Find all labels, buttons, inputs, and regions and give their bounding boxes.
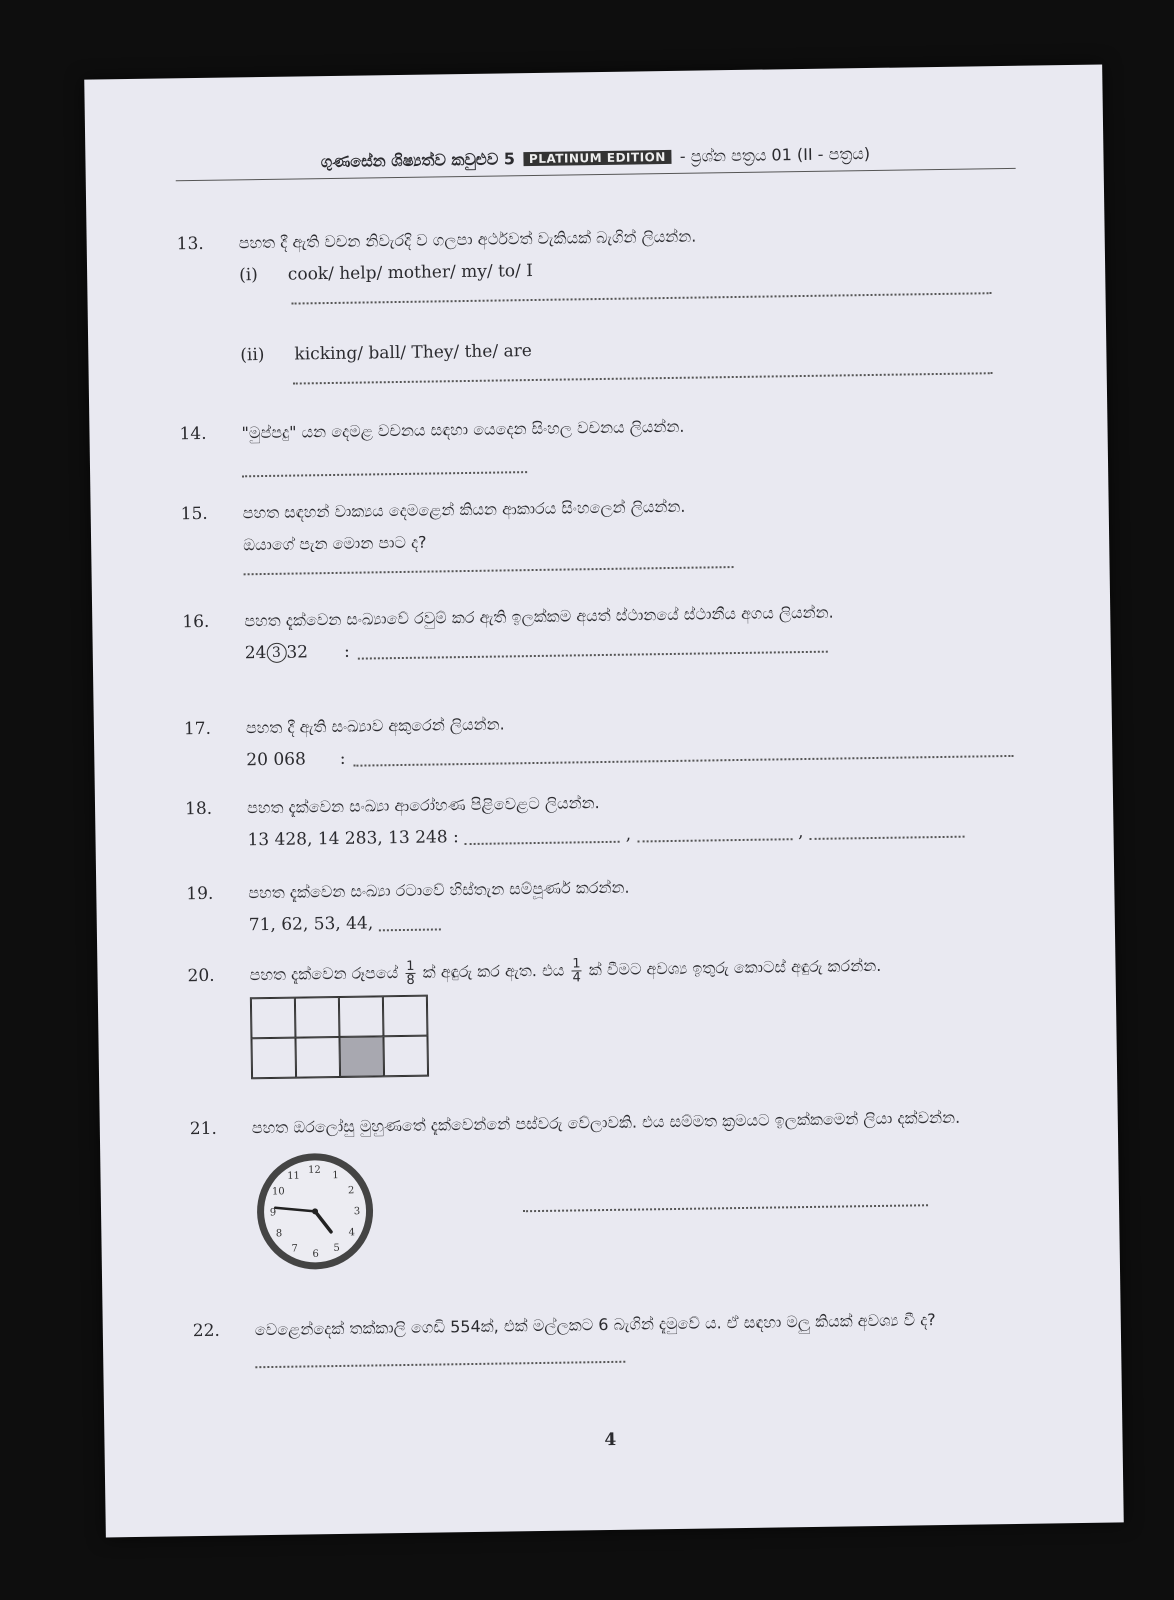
question-16 [182,593,1043,670]
exam-paper-page [84,65,1124,1538]
grid-cell[interactable] [295,1037,340,1078]
question-17 [184,700,1045,777]
pattern-numbers: 71, 62, 53, 44, [248,913,374,936]
question-number: 21. [189,1118,218,1140]
question-number: 22. [192,1320,221,1342]
sub-text: cook/ help/ mother/ my/ to/ I [287,260,534,285]
question-text: "මුප්පදු" යන දෙමළ වචනය සඳහා යෙදෙන සිංහල වචනය ලියන්න. [241,416,685,443]
question-22 [193,1302,1054,1369]
answer-line[interactable] [353,741,1013,767]
question-14 [179,406,1040,479]
answer-blank-2[interactable] [637,824,792,842]
sub-label: (ii) [240,344,265,366]
edition-badge: PLATINUM EDITION [523,150,672,166]
fraction-one-quarter: $\frac{1}{4}$ [572,956,581,986]
question-text: පහත දී ඇති වචන නිවැරදි ව ගලපා අර්ථවත් වැකියක් බැගින් ලියන්න. [238,226,697,253]
answer-blank[interactable] [379,914,441,931]
question-number: 17. [183,718,212,740]
grid-cell[interactable] [251,998,296,1039]
fraction-one-eighth: $\frac{1}{8}$ [406,958,415,988]
question-19 [186,865,1047,942]
question-number: 13. [176,233,204,255]
question-text: ක් අඳුරු කර ඇත. එය [422,960,565,982]
page-number: 4 [604,1429,617,1451]
clock-numeral: 5 [333,1242,340,1254]
sentence-text: ඔයාගේ පැන මොන පාට ද? [243,532,427,555]
sub-label: (i) [239,265,259,286]
question-number: 14. [179,423,207,445]
answer-line[interactable] [523,1192,928,1212]
question-21 [190,1100,1052,1275]
clock-numeral: 7 [291,1243,298,1255]
question-text: පහත දැක්වෙන සංඛ්‍යා රටාවේ හිස්තැන සම්පූර්ණ කරන්න. [248,877,630,903]
question-text: පහත ඔරලෝසු මුහුණතේ දැක්වෙන්නේ පස්වරු වේලාවකි. එය සම්මත ක්‍රමයට ඉලක්කමෙන් ලියා දක්වන්න. [251,1107,961,1138]
question-text: වෙළෙන්දෙක් තක්කාලි ගෙඩි 554ක්, එක් මල්ලකට 6 බැගින් දැමුවේ ය. ඒ සඳහා මලු කියක් අවශ්‍ය වී ද? [254,1310,936,1340]
clock-face [252,1148,378,1274]
clock-numeral: 10 [271,1186,285,1198]
clock-numeral: 1 [332,1170,339,1182]
series-title: ගුණසේන ශිෂ්‍යත්ව කවුළුව 5 [320,149,516,172]
answer-blank-1[interactable] [465,827,620,845]
clock-numeral: 2 [347,1185,355,1197]
grid-cell[interactable] [383,1036,428,1077]
colon: : [339,748,346,769]
clock-numeral: 12 [307,1164,321,1176]
circled-digit: 3 [266,643,286,663]
question-number: 20. [187,965,215,987]
question-text: ක් වීමට අවශ්‍ය ඉතුරු කොටස් අඳුරු කරන්න. [588,955,882,980]
answer-blank-3[interactable] [809,822,964,840]
clock-numeral: 4 [348,1227,356,1239]
clock-numeral: 9 [269,1207,277,1219]
fraction-grid [250,995,429,1080]
grid-cell[interactable] [295,997,340,1038]
grid-cell[interactable] [383,996,428,1037]
clock-numeral: 3 [353,1206,361,1218]
question-20 [187,947,1049,1080]
given-numbers: 13 428, 14 283, 13 248 : [247,827,459,851]
answer-line[interactable] [358,637,828,660]
grid-cell-shaded [339,1036,384,1077]
clock-numeral: 11 [287,1170,300,1182]
answer-line[interactable] [242,459,527,477]
page-header [175,142,1015,181]
question-text: පහත දැක්වෙන සංඛ්‍යාවේ රවුම් කර ඇති ඉලක්කම අයත් ස්ථානයේ ස්ථානීය අගය ලියන්න. [244,602,834,631]
question-text: පහත දී ඇති සංඛ්‍යාව අකුරෙන් ලියන්න. [245,714,505,738]
question-number: 15. [180,503,208,525]
question-number: 18. [184,798,213,820]
question-15 [180,485,1041,576]
grid-cell[interactable] [251,1038,296,1079]
question-number: 16. [182,611,210,633]
number-part: 24 [244,642,267,664]
clock-numeral: 6 [312,1248,319,1260]
question-text: පහත දැක්වෙන රූපයේ [249,963,399,985]
question-18: 18. පහත දැක්වෙන සංඛ්‍යා ආරෝහණ පිළිවෙළට ලියන්න. 13 428, 14 283, 13 248 : , , [185,780,1046,857]
question-text: පහත සඳහන් වාක්‍යය දෙමළෙන් කියන ආකාරය සිංහලෙන් ලියන්න. [242,496,686,523]
question-number: 19. [186,883,214,905]
question-13 [176,216,1038,387]
colon: : [343,641,350,662]
grid-cell[interactable] [339,996,384,1037]
given-number: 20 068 [246,749,306,771]
paper-number: - ප්‍රශ්න පත්‍රය 01 (II - පත්‍රය) [679,143,871,166]
answer-line[interactable] [255,1349,625,1368]
clock-numeral: 8 [275,1228,283,1240]
number-part: 32 [286,642,309,663]
question-text: පහත දැක්වෙන සංඛ්‍යා ආරෝහණ පිළිවෙළට ලියන්න. [246,793,600,818]
sub-text: kicking/ ball/ They/ the/ are [294,341,532,365]
